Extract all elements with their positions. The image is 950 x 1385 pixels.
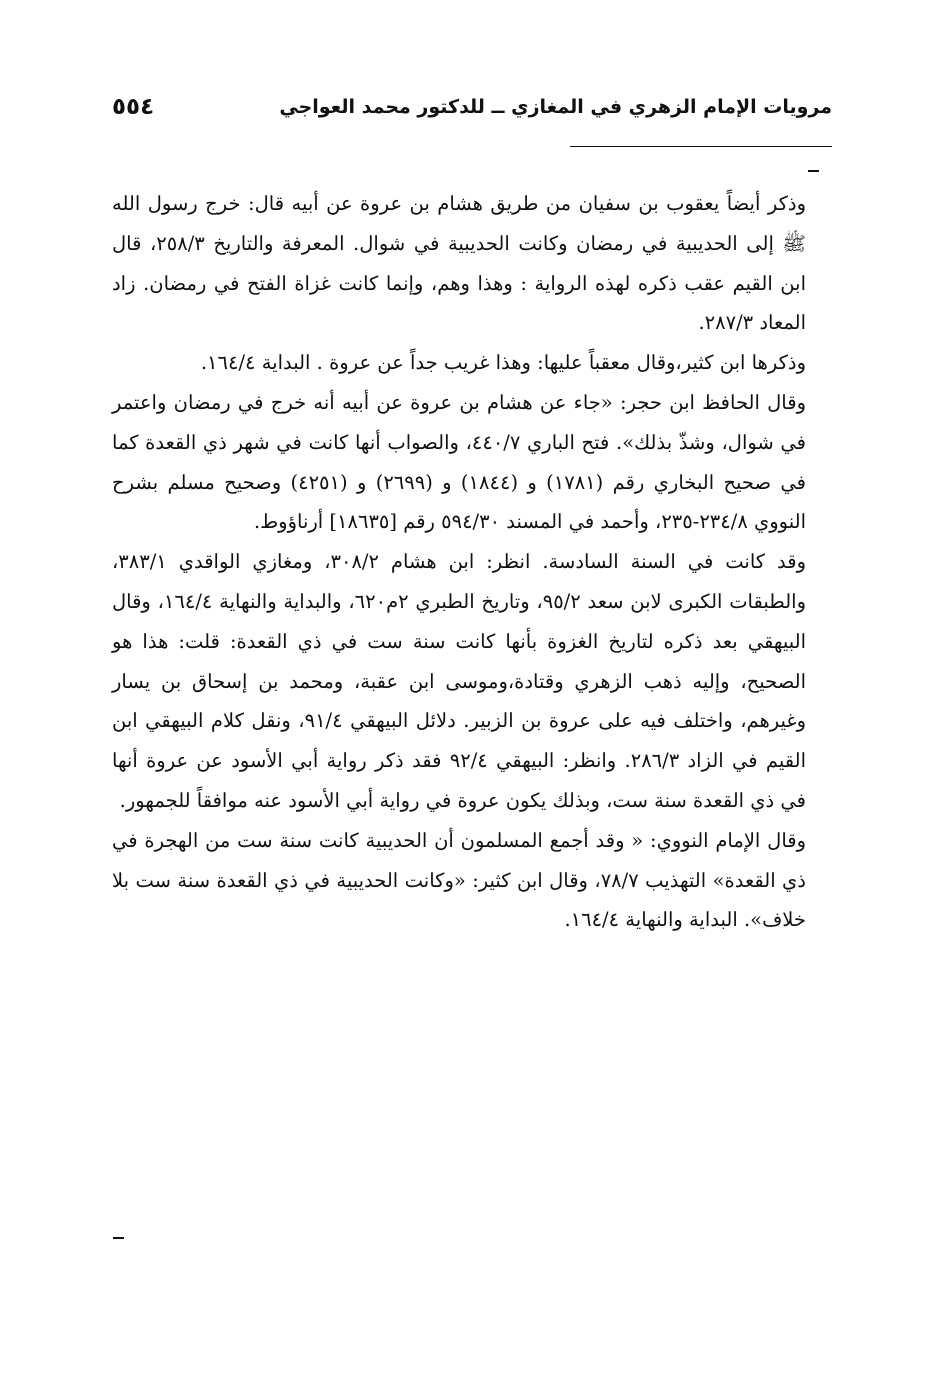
- paragraph: وقال الحافظ ابن حجر: «جاء عن هشام بن عروة عن أبيه أنه خرج في رمضان واعتمر في شوال، وشذّ بذلك». فتح الباري ٤٤٠/٧، والصواب أنها كانت في شهر ذي القعدة كما في صحيح البخاري رقم (١٧٨١) و (١٨٤٤) و (٢٦٩٩) و (٤٢٥١) وصحيح مسلم بشرح النووي ٢٣٤/٨-٢٣٥، وأحمد في المسند ٥٩٤/٣٠ رقم [١٨٦٣٥] أرناؤوط.: [112, 390, 807, 534]
- running-header: [112, 96, 832, 136]
- header-title: مرويات الإمام الزهري في المغازي ــ للدكتور محمد العواجي: [279, 96, 832, 118]
- footnote-dash-bottom: [113, 1237, 124, 1239]
- paragraph: وذكر أيضاً يعقوب بن سفيان من طريق هشام بن عروة عن أبيه قال: خرج رسول الله ﷺ إلى الحديبية في رمضان وكانت الحديبية في شوال. المعرفة والتاريخ ٢٥٨/٣، قال ابن القيم عقب ذكره لهذه الرواية : وهذا وهم، وإنما كانت غزاة الفتح في رمضان. زاد المعاد ٢٨٧/٣.: [112, 192, 806, 335]
- footnote-dash-top: [808, 170, 819, 172]
- paragraph: وقد كانت في السنة السادسة. انظر: ابن هشام ٣٠٨/٢، ومغازي الواقدي ٣٨٣/١، والطبقات الكبرى لابن سعد ٩٥/٢، وتاريخ الطبري ٢م٦٢٠، والبداية والنهاية ١٦٤/٤، وقال البيهقي بعد ذكره لتاريخ الغزوة بأنها كانت سنة ست في ذي القعدة: قلت: هذا هو الصحيح، وإليه ذهب الزهري وقتادة،وموسى ابن عقبة، ومحمد بن إسحاق بن يسار وغيرهم، واختلف فيه على عروة بن الزبير. دلائل البيهقي ٩١/٤، ونقل كلام البيهقي ابن القيم في الزاد ٢٨٦/٣. وانظر: البيهقي ٩٢/٤ فقد ذكر رواية أبي الأسود عن عروة أنها في ذي القعدة سنة ست، وبذلك يكون عروة في رواية أبي الأسود عنه موافقاً للجمهور.: [112, 550, 807, 812]
- footnote-text: [112, 184, 806, 940]
- header-rule: [570, 146, 832, 147]
- paragraph: وقال الإمام النووي: « وقد أجمع المسلمون أن الحديبية كانت سنة ست من الهجرة في ذي القعدة» التهذيب ٧٨/٧، وقال ابن كثير: «وكانت الحديبية في ذي القعدة سنة ست بلا خلاف». البداية والنهاية ١٦٤/٤.: [112, 828, 806, 932]
- paragraph: وذكرها ابن كثير،وقال معقباً عليها: وهذا غريب جداً عن عروة . البداية ١٦٤/٤.: [200, 351, 806, 375]
- page-number: ٥٥٤: [112, 94, 155, 120]
